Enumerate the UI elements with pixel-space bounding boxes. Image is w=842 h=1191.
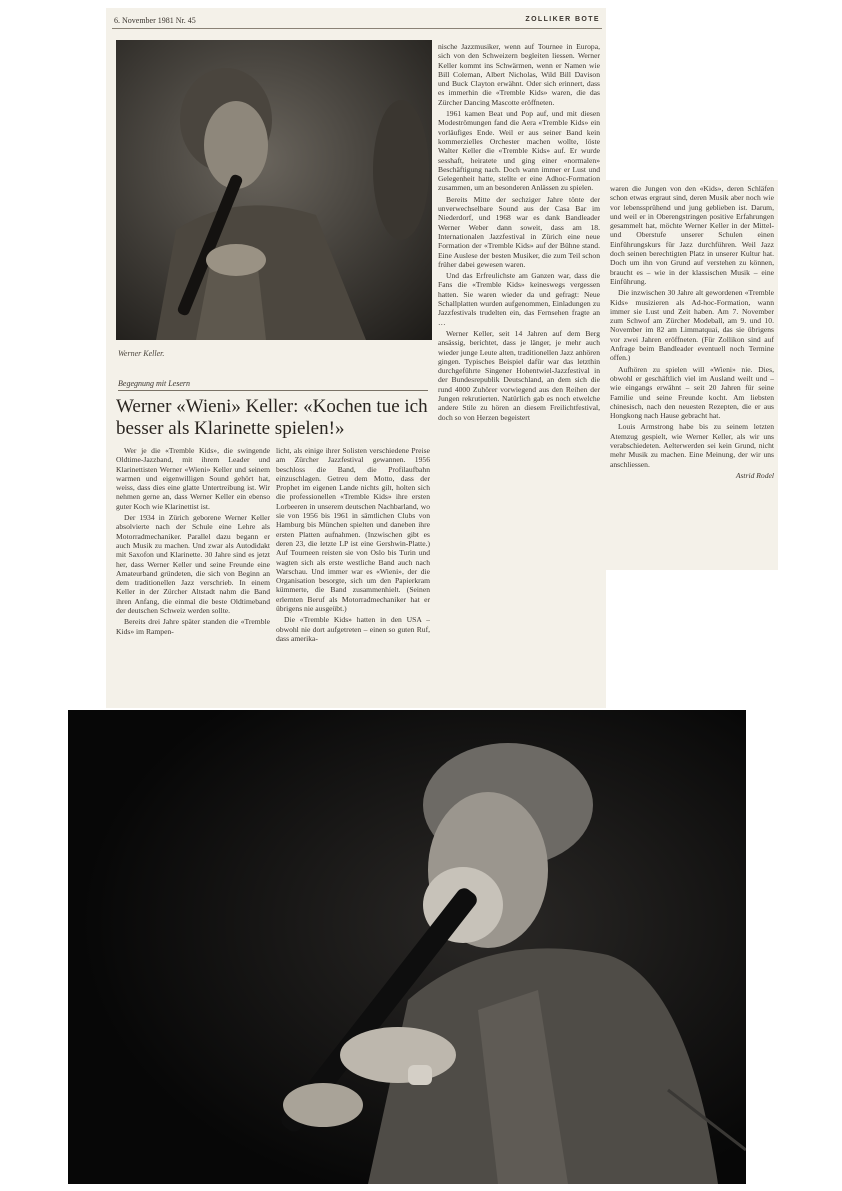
paragraph: Louis Armstrong habe bis zu seinem letzten Atemzug gespielt, wie Werner Keller, als wir uns verabschiedeten. Aelterwerden sei kein Grund, nicht mehr Musik zu machen. Eine Meinung, der wir uns anschliessen.	[610, 422, 774, 469]
article-column-1	[116, 446, 270, 704]
photo-clarinetist-large	[68, 710, 746, 1184]
section-kicker: Begegnung mit Lesern	[118, 379, 428, 391]
masthead-date: 6. November 1981 Nr. 45	[114, 16, 196, 25]
masthead	[112, 12, 602, 29]
masthead-paper-name: ZOLLIKER BOTE	[525, 16, 600, 23]
paragraph: Und das Erfreulichste am Ganzen war, dass die Fans die «Tremble Kids» keineswegs vergessen hatten. Sie waren wieder da und gefragt: Neue Schallplatten wurden aufgenommen, Einladungen zu Jazzfestivals trudelten ein, das Fernsehen fragte an …	[438, 271, 600, 327]
photo-clarinetist-small	[116, 40, 432, 340]
paragraph: Aufhören zu spielen will «Wieni» nie. Dies, obwohl er geschäftlich viel im Ausland weilt und – wie eingangs erwähnt – seit 20 Jahren für seine Familie und seine Freunde kocht. Am liebsten chinesisch, nach den neuesten Rezepten, die er aus Hongkong nach Hause gebracht hat.	[610, 364, 774, 421]
photo-caption: Werner Keller.	[118, 349, 165, 358]
paragraph: nische Jazzmusiker, wenn auf Tournee in Europa, sich von den Schweizern begleiten liessen. Werner Keller kommt ins Schwärmen, wenn er Namen wie Bill Coleman, Albert Nicholas, Wild Bill Davison und Buck Clayton erwähnt. Oder sich erinnert, dass es immerhin die «Tremble Kids» waren, die das Zürcher Dancing Mascotte eröffneten.	[438, 42, 600, 107]
paragraph: Bereits Mitte der sechziger Jahre tönte der unverwechselbare Sound aus der Casa Bar im Niederdorf, und 1968 war es dank Bandleader Werner Weber dann soweit, dass am 18. Internationalen Jazzfestival in Zürich eine neue Formation der «Tremble Kids» auf der Bühne stand. Eine Auslese der besten Musiker, die zum Teil schon früher dabei gewesen waren.	[438, 194, 600, 269]
paragraph: Die «Tremble Kids» hatten in den USA – obwohl nie dort aufgetreten – einen so guten Ruf, dass amerika-	[276, 615, 430, 643]
paragraph: licht, als einige ihrer Solisten verschiedene Preise am Zürcher Jazzfestival gewannen. 1956 beschloss die Band, die Profilaufbahn einzuschlagen. Getreu dem Motto, dass der Prophet im eigenen Lande nichts gilt, holten sich die professionellen «Tremble Kids» ihre ersten Lorbeeren in unserem deutschen Nachbarland, wo sie von 1956 bis 1961 in sämtlichen Clubs von Hamburg bis München spielten und daneben ihre ersten Platten aufnahmen. (Inzwischen gibt es deren 23, die letzte LP ist eine Gershwin-Platte.) Auf Tourneen reisten sie von Oslo bis Turin und wagten sich als erste westliche Band auch nach Warschau. Und immer war es «Wieni», der die Organisation besorgte, sich um den Papierkram kümmerte, die Band zusammenhielt. (Seinen erlernten Beruf als Motorradmechaniker hat er übrigens nie ausgeübt.)	[276, 446, 430, 614]
article-column-2	[276, 446, 430, 704]
paragraph: Werner Keller, seit 14 Jahren auf dem Berg ansässig, berichtet, dass je länger, je mehr auch wieder junge Leute alten, traditionellen Jazz anhören gingen. Typisches Beispiel dafür war das letzthin durchgeführte Singener Hohentwiel-Jazzfestival in der Bundesrepublik Deutschland, an dem sich die rund 4000 Zuhörer vorwiegend aus den Reihen der Jungen rekrutierten. Natürlich gab es noch etwelche andere Stile zu hören an diesem Freilichtfestival, doch so von Herzen begeistert	[438, 328, 600, 422]
paragraph: Der 1934 in Zürich geborene Werner Keller absolvierte nach der Schule eine Lehre als Motorradmechaniker. Parallel dazu begann er auch Musik zu machen. Und zwar als Autodidakt mit Saxofon und Klarinette. 30 Jahre sind es jetzt her, dass Werner Keller und seine Freunde eine Amateurband gründeten, die sich von Beginn an dem traditionellen Jazz verschrieb. In einem Keller in der Zürcher Altstadt nahm die Band ihren Anfang, die einmal die beste Oldtimeband der deutschen Schweiz werden sollte.	[116, 513, 270, 616]
article-column-4	[610, 184, 774, 568]
article-column-3	[438, 42, 600, 572]
paragraph: Die inzwischen 30 Jahre alt gewordenen «Tremble Kids» musizieren als Ad-hoc-Formation, wann immer sie Lust und Zeit haben. Am 7. November zum Schwof am Zürcher Modeball, am 9. und 10. November im 82 am Limmatquai, das sie übrigens vor zwei Jahren eröffneten. (Für Zollikon sind auf Anfrage beim Bandleader eventuell noch Termine offen.)	[610, 288, 774, 363]
author-signature: Astrid Rodel	[735, 470, 774, 480]
paragraph: waren die Jungen von den «Kids», deren Schläfen schon etwas ergraut sind, deren Musik aber noch wie vor lebenssprühend und jung geblieben ist. Darum, und weil er in Oberengstringen positive Erfahrungen gesammelt hat, möchte Werner Keller in der Mittel- und Oberstufe unserer Schulen einen Einführungskurs für Jazz durchführen. Weil Jazz doch seinen berechtigten Platz in unserer Kultur hat. Doch um ihn von Grund auf verstehen zu können, braucht es – wie in der klassischen Musik – eine Einführung.	[610, 184, 774, 286]
paragraph: Bereits drei Jahre später standen die «Tremble Kids» im Rampen-	[116, 617, 270, 636]
paragraph: 1961 kamen Beat und Pop auf, und mit diesen Modeströmungen fand die Aera «Tremble Kids» ein vorläufiges Ende. Weil er aus seiner Band kein kommerzielles Orchester machen wollte, löste Walter Keller die «Tremble Kids» auf. Er wurde sesshaft, heiratete und ging einer «normalen» Beschäftigung nach. Doch wann immer er Lust und Gelegenheit hatte, stellte er eine Adhoc-Formation zusammen, um an besonderen Anlässen zu spielen.	[438, 109, 600, 193]
paragraph: Wer je die «Tremble Kids», die swingende Oldtime-Jazzband, mit ihrem Leader und Klarinettisten Werner «Wieni» Keller und seinem warmen und eigenwilligen Sound gehört hat, weiss, dass dies eine glatte Untertreibung ist. Wir nehmen gerne an, dass Werner Keller ein ebenso guter Koch wie Klarinettist ist.	[116, 446, 270, 511]
article-headline: Werner «Wieni» Keller: «Kochen tue ich besser als Klarinette spielen!»	[116, 396, 428, 439]
